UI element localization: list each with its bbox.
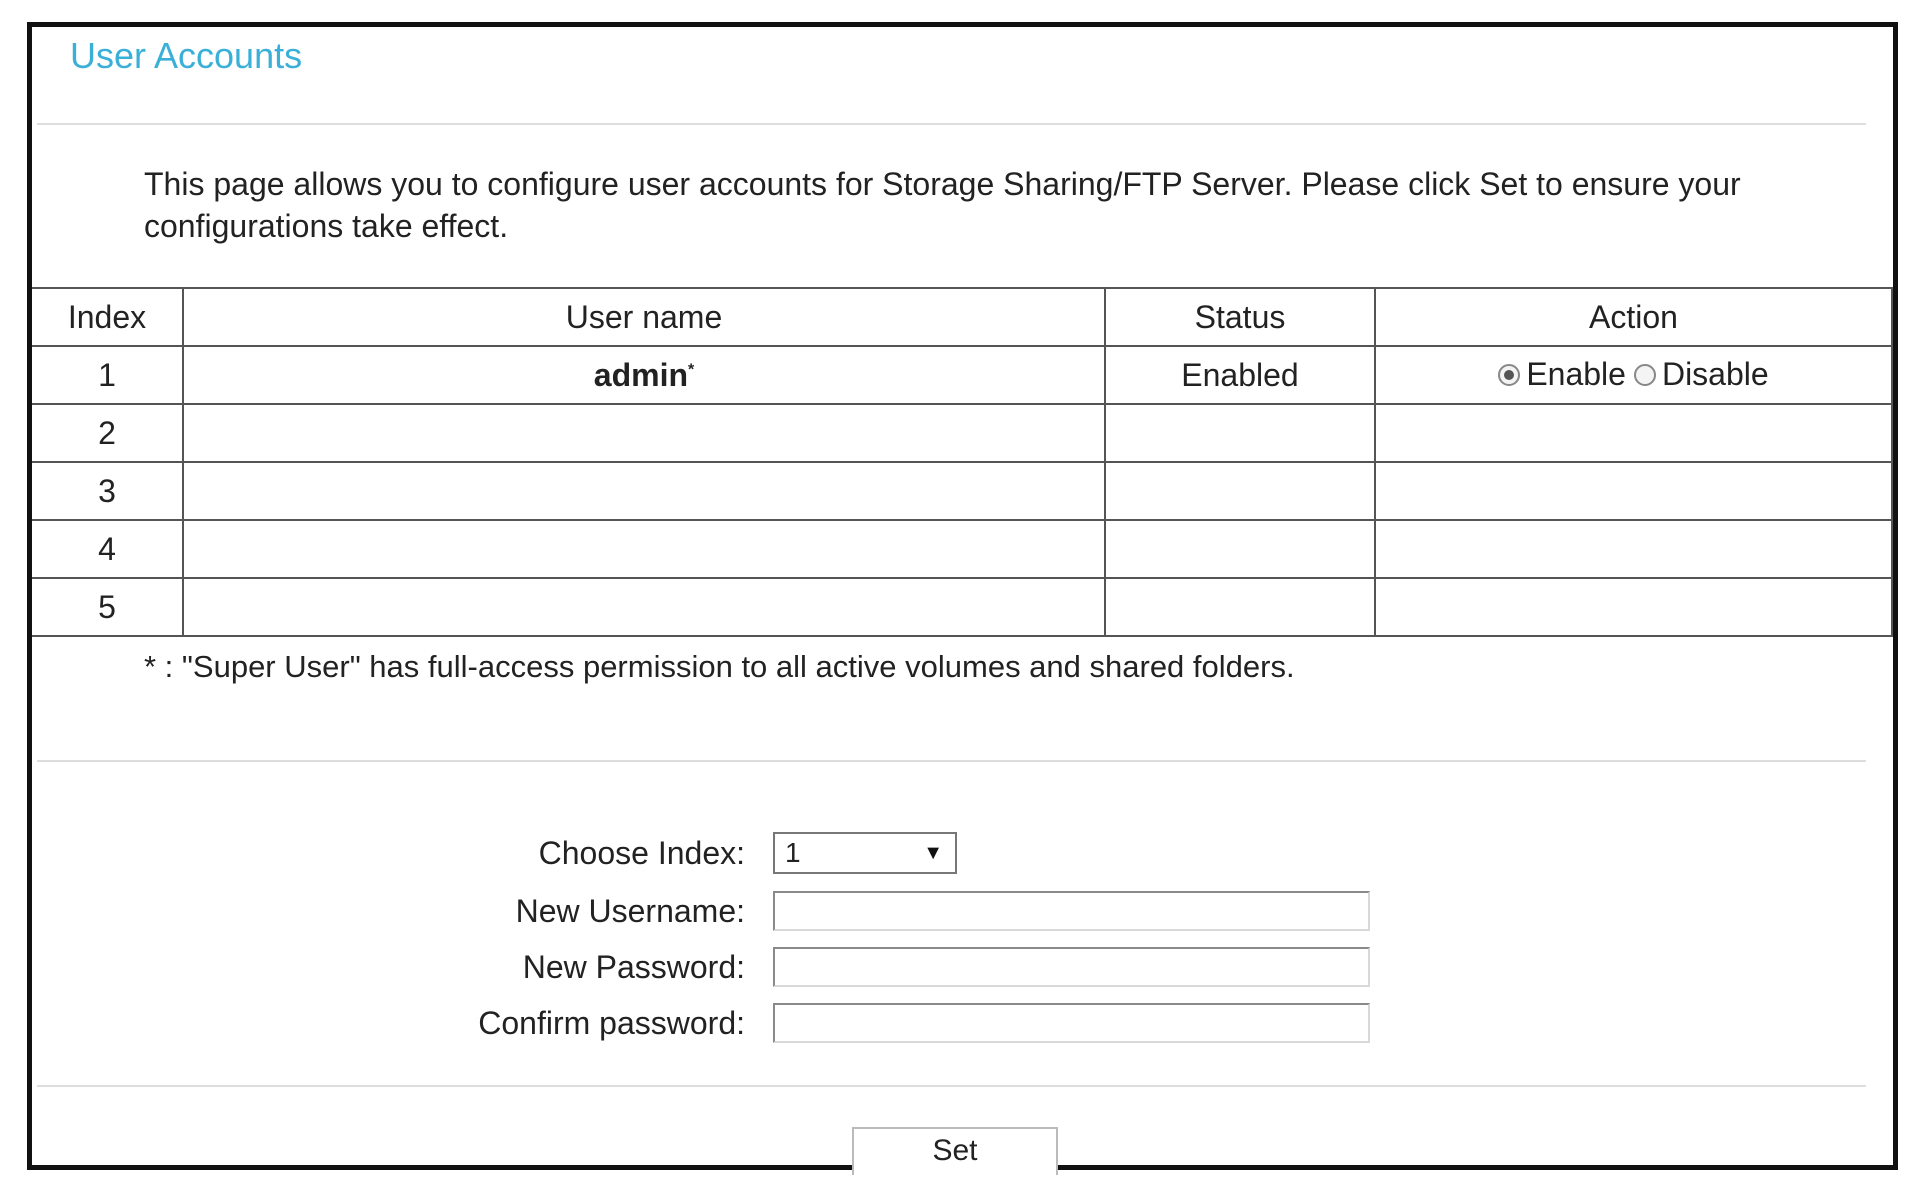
row-index: 3 (32, 462, 183, 520)
choose-index-value: 1 (785, 837, 801, 868)
new-password-input[interactable] (773, 947, 1370, 987)
row-username (183, 520, 1105, 578)
row-status (1105, 520, 1375, 578)
table-divider (37, 760, 1866, 762)
table-header-row (32, 288, 1892, 346)
header-username: User name (183, 288, 1105, 346)
disable-radio[interactable] (1634, 364, 1656, 386)
form-divider (37, 1085, 1866, 1087)
user-accounts-panel (27, 22, 1898, 1170)
user-accounts-table (32, 287, 1893, 637)
super-user-marker: * (688, 360, 695, 378)
choose-index-select[interactable] (773, 832, 957, 874)
super-user-note: * : "Super User" has full-access permission to all active volumes and shared folders. (144, 649, 1295, 684)
table-row (32, 404, 1892, 462)
enable-option[interactable] (1498, 356, 1626, 393)
row-index: 1 (32, 346, 183, 404)
row-status: Enabled (1105, 346, 1375, 404)
username-text: admin (593, 356, 688, 393)
title-divider (37, 123, 1866, 125)
enable-label[interactable]: Enable (1526, 356, 1626, 393)
row-status (1105, 462, 1375, 520)
row-action (1375, 346, 1892, 404)
choose-index-label: Choose Index: (538, 835, 745, 871)
row-index: 5 (32, 578, 183, 636)
row-action (1375, 578, 1892, 636)
enable-radio[interactable] (1498, 364, 1520, 386)
confirm-password-label: Confirm password: (478, 1005, 745, 1041)
table-row (32, 462, 1892, 520)
new-password-label: New Password: (522, 949, 745, 985)
set-button[interactable]: Set (852, 1127, 1058, 1175)
header-status: Status (1105, 288, 1375, 346)
new-username-input[interactable] (773, 891, 1370, 931)
row-username (183, 346, 1105, 404)
page-title: User Accounts (70, 35, 303, 76)
confirm-password-input[interactable] (773, 1003, 1370, 1043)
row-index: 4 (32, 520, 183, 578)
row-username (183, 462, 1105, 520)
table-row (32, 346, 1892, 404)
page-description: This page allows you to configure user accounts for Storage Sharing/FTP Server. Please click Set to ensure your configurations take effect. (144, 166, 1741, 244)
row-status (1105, 404, 1375, 462)
table-row (32, 578, 1892, 636)
chevron-down-icon: ▼ (923, 842, 943, 864)
row-action (1375, 404, 1892, 462)
row-index: 2 (32, 404, 183, 462)
header-index: Index (32, 288, 183, 346)
new-username-label: New Username: (515, 893, 745, 929)
row-action (1375, 520, 1892, 578)
action-radio-group (1498, 356, 1768, 393)
disable-label[interactable]: Disable (1661, 356, 1769, 393)
row-action (1375, 462, 1892, 520)
row-username (183, 404, 1105, 462)
disable-option[interactable] (1634, 356, 1769, 393)
table-row (32, 520, 1892, 578)
row-status (1105, 578, 1375, 636)
header-action: Action (1375, 288, 1892, 346)
row-username (183, 578, 1105, 636)
